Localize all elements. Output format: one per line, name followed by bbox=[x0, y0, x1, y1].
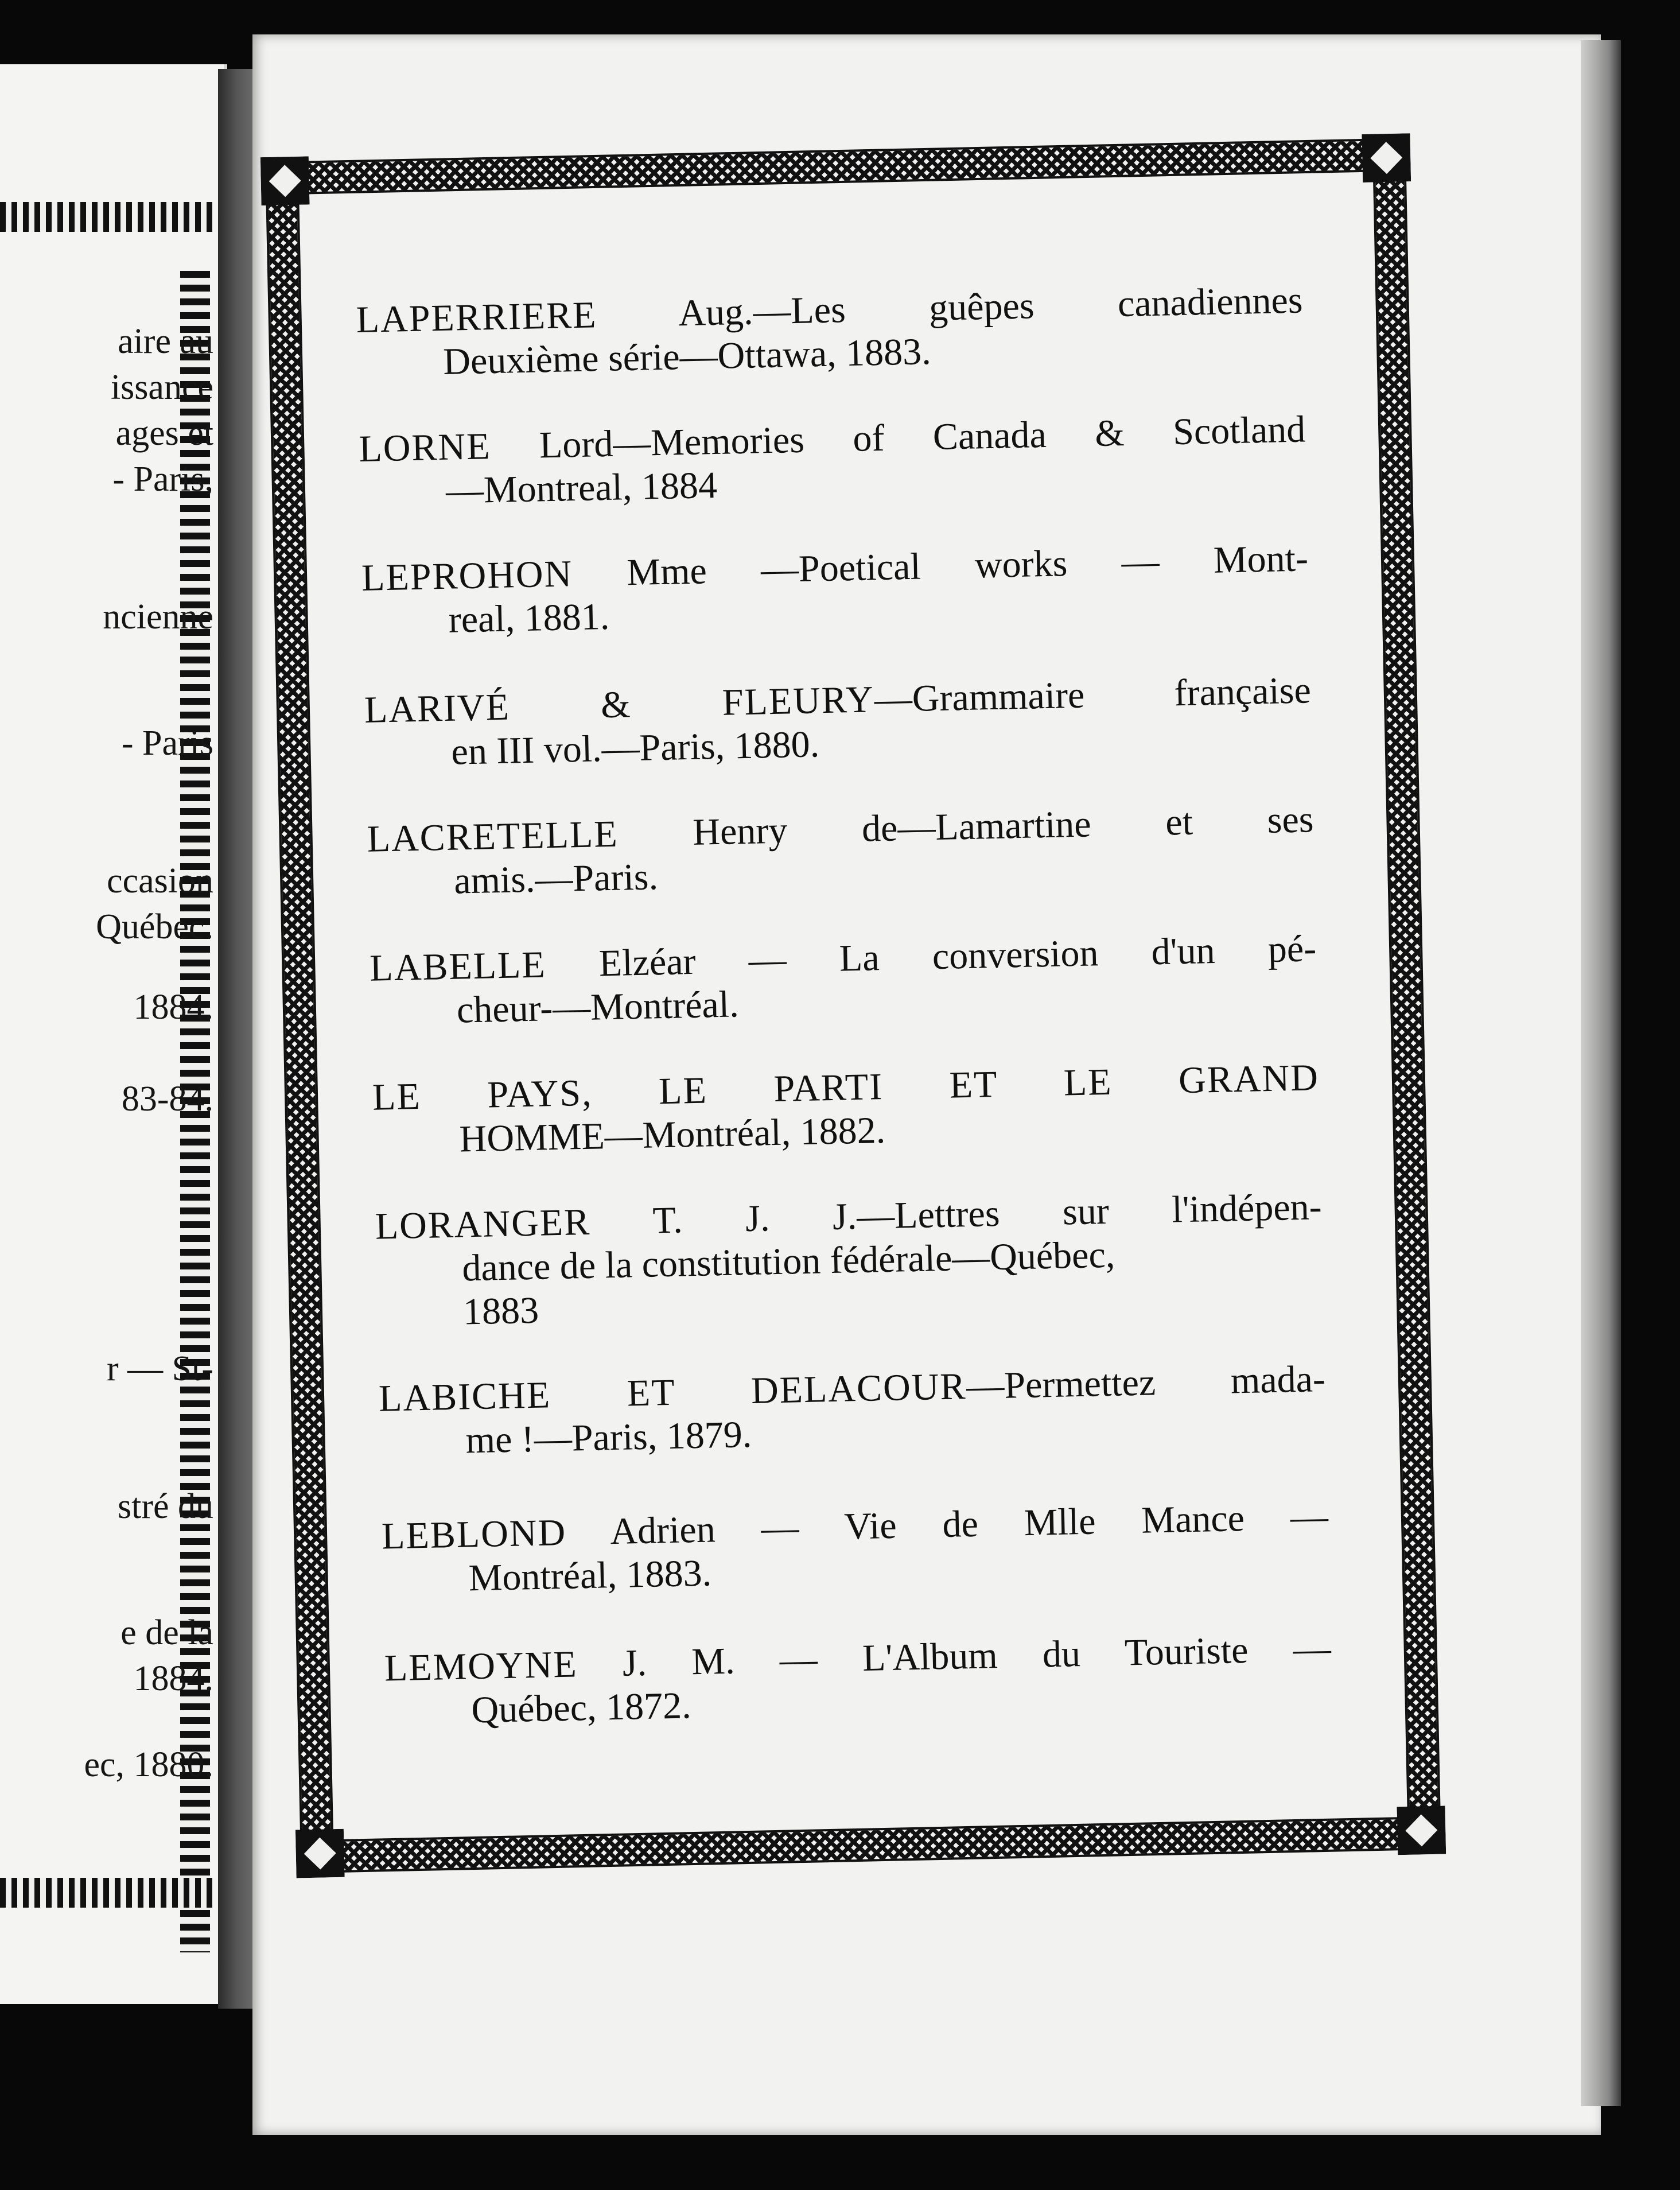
entry-author: LORANGER bbox=[375, 1201, 591, 1248]
entry-continuation: real, 1881. bbox=[448, 595, 610, 641]
entry-author: LAPERRIERE bbox=[356, 294, 598, 341]
frame-corner-ornament bbox=[260, 156, 310, 205]
entry-title: Adrien — Vie de Mlle Mance — bbox=[609, 1495, 1329, 1553]
entry-author: LEPROHON bbox=[361, 553, 573, 599]
frame-corner-ornament bbox=[1397, 1806, 1446, 1855]
entry-continuation: HOMME—Montréal, 1882. bbox=[458, 1109, 886, 1160]
left-page bbox=[0, 64, 227, 2004]
entry-title: Lord—Memories of Canada & Scotland bbox=[539, 408, 1306, 467]
entry-continuation: Québec, 1872. bbox=[470, 1684, 692, 1731]
left-page-line: stré du bbox=[117, 1487, 213, 1526]
left-page-line: 83-84. bbox=[121, 1080, 213, 1119]
entry-title: Mme —Poetical works — Mont- bbox=[626, 537, 1309, 594]
entry-continuation: 1883 bbox=[462, 1289, 539, 1333]
entry-continuation: en III vol.—Paris, 1880. bbox=[450, 723, 820, 773]
entry-continuation: me !—Paris, 1879. bbox=[465, 1413, 752, 1462]
left-page-top-border bbox=[0, 202, 212, 232]
entry-title: —Permettez mada- bbox=[966, 1358, 1326, 1408]
entry-author: LEBLOND bbox=[381, 1511, 567, 1558]
left-page-line: ncienne bbox=[103, 597, 213, 636]
entry-continuation: dance de la constitution fédérale—Québec, bbox=[461, 1233, 1115, 1290]
entry-title: T. J. J.—Lettres sur l'indépen- bbox=[652, 1186, 1323, 1242]
page-edge bbox=[1581, 40, 1621, 2106]
left-page-line: - Paris bbox=[121, 724, 213, 763]
left-page-line: 1884. bbox=[133, 1659, 213, 1698]
entry-title: Aug.—Les guêpes canadiennes bbox=[678, 279, 1304, 335]
entry-author: LEMOYNE bbox=[384, 1643, 578, 1690]
entry-author: LACRETELLE bbox=[366, 813, 619, 860]
left-page-bottom-border bbox=[0, 1878, 212, 1908]
entry-author: LORNE bbox=[358, 425, 492, 470]
left-page-line: ec, 1880. bbox=[84, 1745, 213, 1784]
entry-continuation: Montréal, 1883. bbox=[468, 1552, 712, 1599]
entry-continuation: amis.—Paris. bbox=[453, 856, 659, 902]
entry-author: LARIVÉ & FLEURY bbox=[364, 678, 875, 731]
entry-author: LE PAYS, LE PARTI ET LE GRAND bbox=[372, 1057, 1320, 1119]
left-page-line: Québec. bbox=[96, 907, 213, 946]
entry-author: LABICHE ET DELACOUR bbox=[378, 1365, 967, 1420]
bibliography-entry bbox=[375, 1185, 1324, 1336]
left-page-line: e de la bbox=[120, 1613, 213, 1652]
left-page-line: ccasion bbox=[107, 861, 213, 900]
frame-corner-ornament bbox=[295, 1829, 345, 1878]
entry-author: LABELLE bbox=[369, 943, 547, 989]
entry-continuation: Deuxième série—Ottawa, 1883. bbox=[442, 331, 932, 383]
entry-title: Elzéar — La conversion d'un pé- bbox=[598, 927, 1317, 985]
entry-continuation: cheur-—Montréal. bbox=[456, 983, 740, 1031]
left-page-line: ages et bbox=[115, 414, 213, 453]
left-page-line: - Paris, bbox=[112, 460, 213, 499]
entry-title: —Grammaire française bbox=[874, 669, 1312, 721]
entry-title: Henry de—Lamartine et ses bbox=[692, 798, 1315, 853]
frame-corner-ornament bbox=[1362, 133, 1411, 182]
left-page-line: issance bbox=[110, 368, 213, 407]
entry-title: J. M. — L'Album du Touriste — bbox=[622, 1627, 1332, 1684]
left-page-line: r — St- bbox=[107, 1349, 213, 1388]
entry-continuation: —Montreal, 1884 bbox=[445, 464, 718, 512]
left-page-line: aire au bbox=[118, 322, 213, 361]
left-page-line: 1884. bbox=[133, 988, 213, 1027]
